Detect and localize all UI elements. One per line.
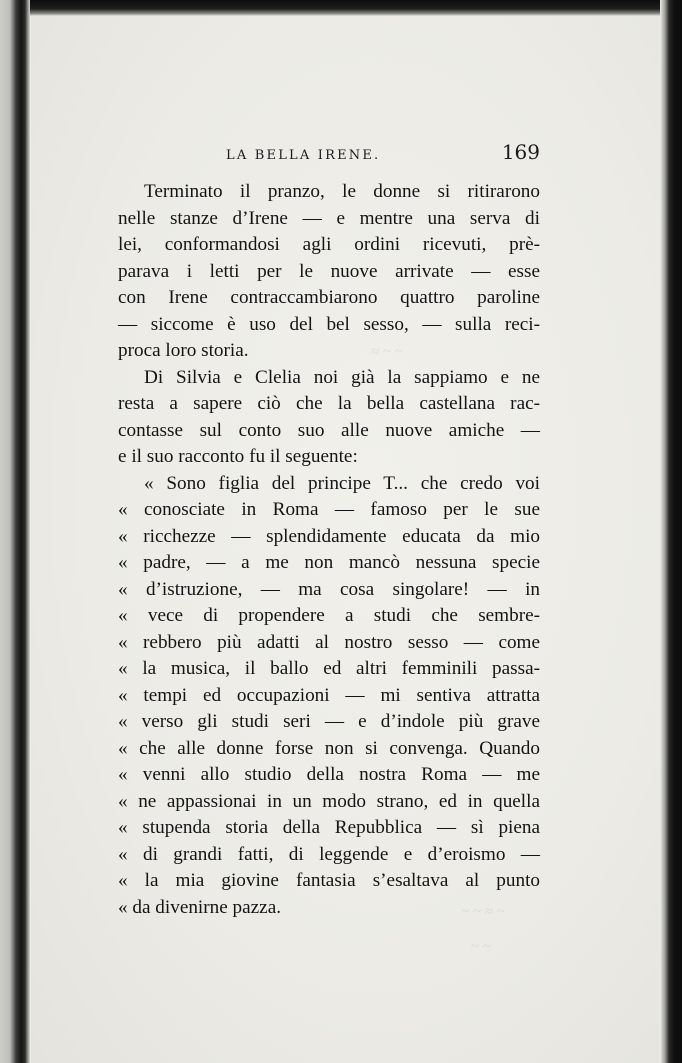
text-line: « di grandi fatti, di leggende e d’eroismo —	[118, 843, 540, 865]
text-line: « la mia giovine fantasia s’esaltava al punto	[118, 870, 540, 891]
text-line: parava i letti per le nuove arrivate — esse	[118, 260, 540, 282]
text-line: resta a sapere ciò che la bella castellana rac-	[118, 393, 540, 414]
text-line: Di Silvia e Clelia noi già la sappiamo e ne	[144, 366, 540, 388]
text-line: Terminato il pranzo, le donne si ritirarono	[144, 181, 540, 202]
text-line: « vece di propendere a studi che sembre-	[118, 605, 540, 626]
text-line: « venni allo studio della nostra Roma — me	[118, 764, 540, 785]
text-line: nelle stanze d’Irene — e mentre una serva di	[118, 207, 540, 229]
show-through-mark: ~ ~ ≈ ~	[461, 904, 505, 920]
text-line: « la musica, il ballo ed altri femminili passa-	[118, 658, 540, 679]
running-title: LA BELLA IRENE.	[226, 148, 381, 163]
text-line: « tempi ed occupazioni — mi sentiva attratta	[118, 684, 540, 706]
page-number: 169	[501, 140, 540, 164]
text-line: lei, conformandosi agli ordini ricevuti, prè-	[118, 234, 540, 255]
text-line: « Sono figlia del principe T... che credo voi	[144, 472, 540, 494]
text-line: « da divenirne pazza.	[118, 896, 282, 918]
text-line: — siccome è uso del bel sesso, — sulla reci-	[118, 313, 540, 335]
text-line: e il suo racconto fu il seguente:	[118, 446, 358, 467]
text-line: « rebbero più adatti al nostro sesso — come	[118, 631, 540, 653]
text-line: contasse sul conto suo alle nuove amiche —	[118, 419, 540, 441]
show-through-mark: ~ ~	[471, 939, 491, 955]
running-header	[226, 140, 540, 170]
scan-right-edge	[660, 0, 682, 1063]
text-line: proca loro storia.	[118, 340, 249, 361]
text-line: « d’istruzione, — ma cosa singolare! — in	[118, 578, 540, 600]
text-line: « ne appassionai in un modo strano, ed in quella	[118, 790, 540, 812]
scan-top-edge	[0, 0, 682, 16]
body-text	[118, 179, 540, 921]
text-line: « stupenda storia della Repubblica — sì piena	[118, 817, 540, 838]
show-through-mark: ≈ ~ ~	[371, 344, 403, 360]
text-line: « padre, — a me non mancò nessuna specie	[118, 552, 540, 573]
text-line: con Irene contraccambiarono quattro paroline	[118, 287, 540, 308]
book-binding-edge	[0, 0, 30, 1063]
text-line: « conosciate in Roma — famoso per le sue	[118, 499, 540, 520]
text-line: « ricchezze — splendidamente educata da mio	[118, 525, 540, 547]
text-line: « che alle donne forse non si convenga. Quando	[118, 737, 540, 759]
text-line: « verso gli studi seri — e d’indole più grave	[118, 711, 540, 732]
